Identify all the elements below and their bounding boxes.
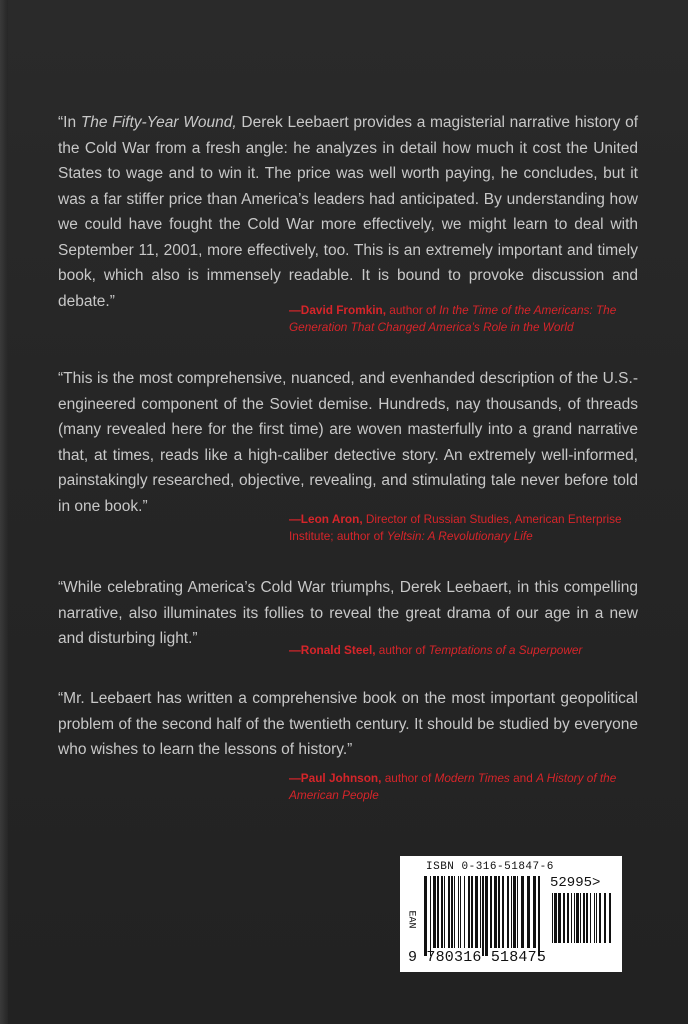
barcode-bar bbox=[471, 876, 473, 948]
barcode-bar bbox=[448, 876, 450, 948]
barcode-bar bbox=[538, 876, 540, 956]
price-code bbox=[550, 875, 600, 891]
barcode-bar bbox=[552, 893, 553, 943]
barcode-bar bbox=[494, 876, 497, 948]
barcode-bar bbox=[468, 876, 470, 948]
blurb-quote-johnson: “Mr. Leebaert has written a comprehensive book on the most important geopolitical problem of the second half of the twentieth century. It should be studied by everyone who wishes to learn the lessons of history.” bbox=[58, 690, 638, 758]
barcode-bar bbox=[533, 876, 536, 948]
barcode-bar bbox=[563, 893, 565, 943]
barcode-bar bbox=[604, 893, 606, 943]
attribution-role: author of bbox=[381, 771, 435, 785]
barcode-bar bbox=[586, 893, 588, 943]
barcode-bar bbox=[609, 893, 611, 943]
barcode-bar bbox=[554, 893, 557, 943]
quote-text-rest: Derek Leebaert provides a magisterial narrative history of the Cold War from a fresh angle: he analyzes in detail how much it cost the United States to wage and to win it. The price was well worth paying, he concludes, but it was a far stiffer price than America’s leaders had anticipated. By understanding how we could have fought the Cold War more effectively, we might learn to deal with September 11, 2001, more effectively, too. This is an extremely important and timely book, which also is immensely readable. It is bound to provoke discussion and debate.” bbox=[58, 114, 638, 310]
barcode-bar bbox=[558, 893, 561, 943]
barcode-bar bbox=[464, 876, 465, 948]
barcode-bar bbox=[571, 893, 572, 943]
barcode-bar bbox=[433, 876, 436, 948]
barcode-bar bbox=[527, 876, 530, 948]
barcode-bar bbox=[437, 876, 439, 948]
barcode-bar bbox=[574, 893, 575, 943]
ean-barcode-bars bbox=[424, 876, 544, 956]
attribution-role: author of bbox=[386, 303, 440, 317]
quote-text-start: “In bbox=[58, 114, 81, 131]
attribution-aron bbox=[289, 511, 629, 545]
barcode-bar bbox=[480, 876, 481, 948]
barcode-bar bbox=[590, 893, 591, 943]
attribution-join: and bbox=[509, 771, 537, 785]
barcode-bar bbox=[430, 876, 431, 956]
barcode-bar bbox=[490, 876, 492, 948]
barcode-bar bbox=[502, 876, 504, 948]
isbn-label: ISBN 0-316-51847-6 bbox=[426, 861, 554, 873]
attribution-fromkin bbox=[289, 302, 629, 336]
barcode-bar bbox=[580, 893, 581, 943]
attribution-steel bbox=[289, 642, 629, 659]
barcode-bar bbox=[441, 876, 443, 948]
attribution-role: author of bbox=[375, 643, 429, 657]
barcode-bar bbox=[460, 876, 461, 948]
barcode-bar bbox=[507, 876, 509, 948]
barcode-bar bbox=[475, 876, 478, 948]
barcode-bar bbox=[451, 876, 453, 948]
barcode-bar bbox=[498, 876, 500, 948]
blurb-quote-steel: “While celebrating America’s Cold War triumphs, Derek Leebaert, in this compelling narrative, also illuminates its follies to reveal the great drama of our age in a new and disturbing light.” bbox=[58, 579, 638, 647]
barcode-bar bbox=[583, 893, 585, 943]
barcode-bar bbox=[458, 876, 459, 948]
attribution-name: —Paul Johnson, bbox=[289, 771, 382, 785]
barcode-bar bbox=[454, 876, 455, 948]
barcode-bar bbox=[517, 876, 518, 948]
attribution-name: —David Fromkin, bbox=[289, 303, 387, 317]
ean-digits: 9 780316 518475 bbox=[408, 949, 547, 966]
price-code-digits: 52995 bbox=[550, 875, 593, 891]
book-title: The Fifty-Year Wound, bbox=[80, 114, 237, 131]
barcode-bar bbox=[521, 876, 524, 948]
blurb-quote-aron: “This is the most comprehensive, nuanced, and evenhanded description of the U.S.-engineered component of the Soviet demise. Hundreds, nay thousands, of threads (many revealed here for the first time) are woven masterfully into a grand narrative that, at times, reads like a high-caliber detective story. An extremely well-informed, painstakingly researched, objective, revealing, and stimulating tale never before told in one book.” bbox=[58, 370, 638, 515]
attribution-work: Modern Times bbox=[434, 771, 510, 785]
barcode-bar bbox=[567, 893, 569, 943]
barcode-bar bbox=[513, 876, 516, 948]
barcode-bar bbox=[596, 893, 597, 943]
attribution-work: Temptations of a Superpower bbox=[428, 643, 583, 657]
attribution-work: Yeltsin: A Revolutionary Life bbox=[386, 529, 533, 543]
attribution-name: —Ronald Steel, bbox=[289, 643, 376, 657]
price-code-arrow: > bbox=[592, 875, 601, 891]
attribution-johnson bbox=[289, 770, 629, 804]
attribution-role: Director of Russian Studies, American Enterprise Institute; author of bbox=[289, 512, 622, 543]
attribution-work: In the Time of the Americans: The Generation That Changed America’s Role in the World bbox=[289, 303, 617, 334]
barcode-bar bbox=[576, 893, 579, 943]
blurb-quote-fromkin bbox=[58, 110, 638, 314]
barcode-bar bbox=[485, 876, 488, 956]
attribution-name: —Leon Aron, bbox=[289, 512, 363, 526]
barcode-bar bbox=[482, 876, 484, 956]
attribution-work-2: A History of the American People bbox=[289, 771, 617, 802]
barcode-bar bbox=[444, 876, 445, 948]
barcode-bar bbox=[599, 893, 601, 943]
barcode-bar bbox=[424, 876, 427, 956]
barcode-bar bbox=[594, 893, 595, 943]
price-addon-barcode-bars bbox=[552, 893, 616, 951]
spine-edge bbox=[0, 0, 8, 1024]
ean-label: EAN bbox=[405, 910, 417, 929]
barcode-bar bbox=[511, 876, 512, 948]
